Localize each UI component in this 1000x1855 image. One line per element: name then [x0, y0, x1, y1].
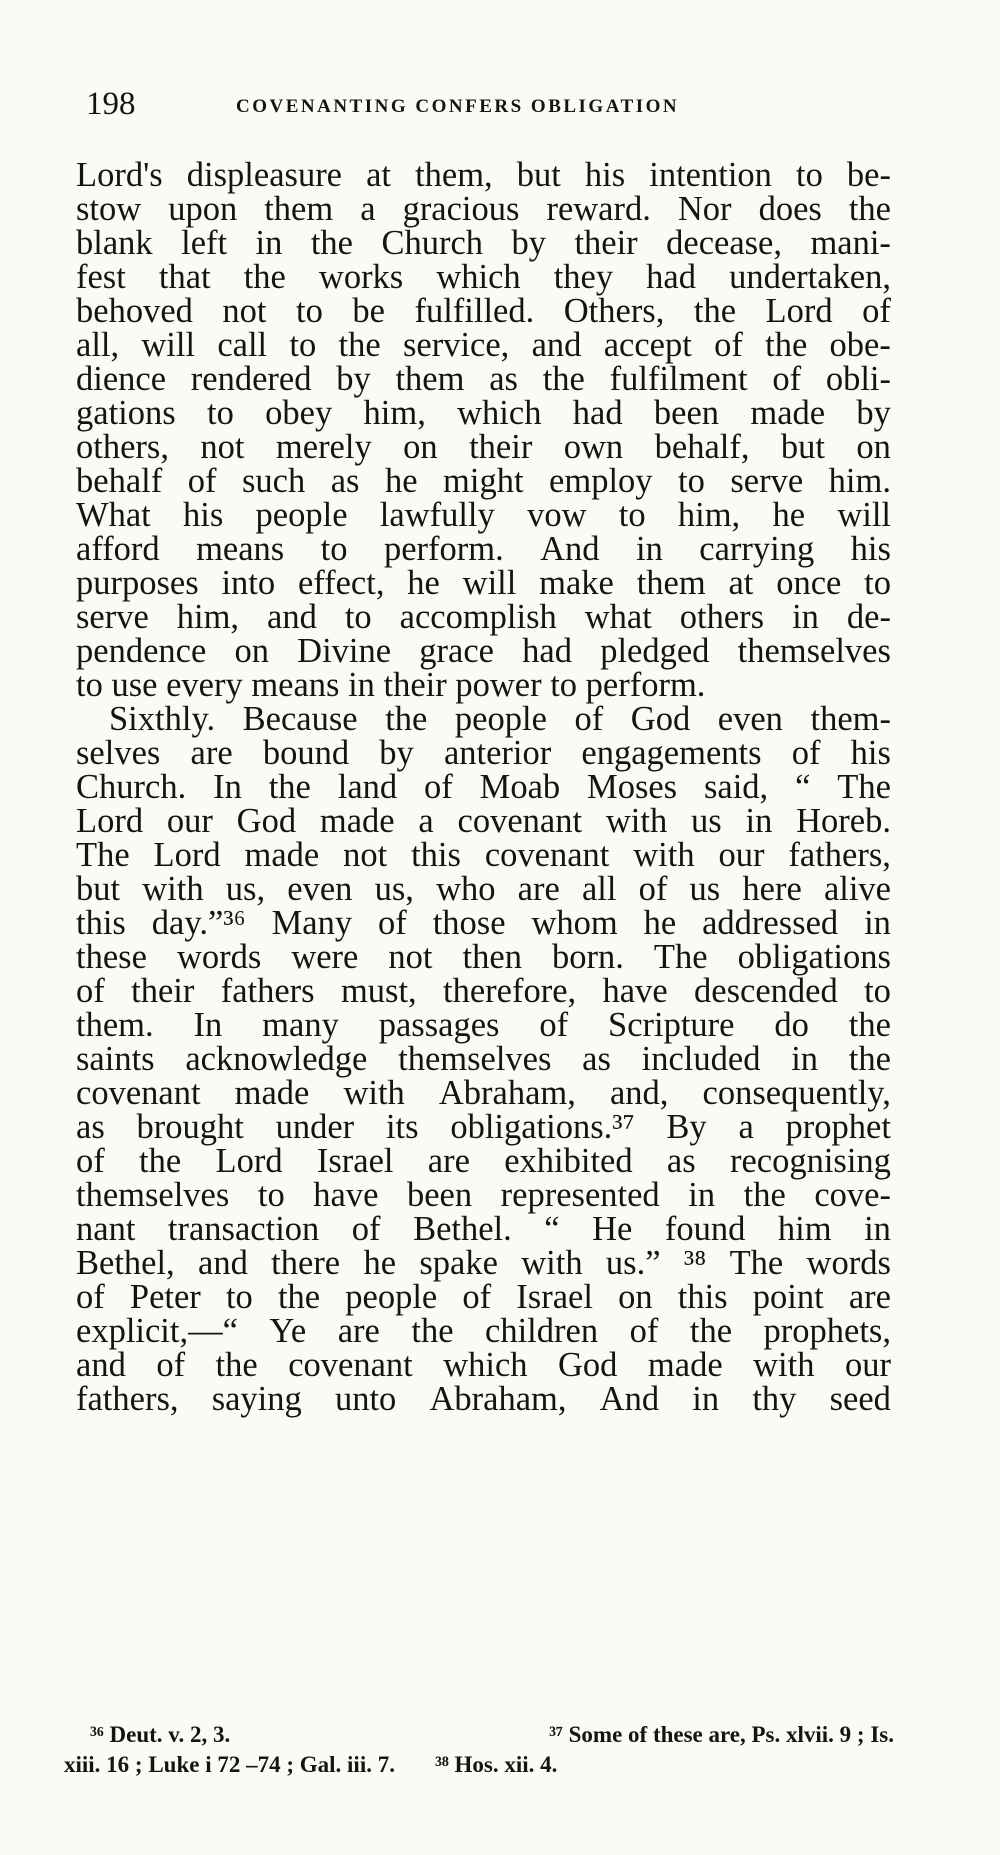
text-line: fest that the works which they had undertaken,	[76, 258, 891, 296]
text-line: afford means to perform. And in carrying his	[76, 530, 891, 568]
footnote-38: ³⁸ Hos. xii. 4.	[434, 1752, 558, 1777]
text-line: blank left in the Church by their decease, mani-	[76, 224, 891, 262]
running-head: COVENANTING CONFERS OBLIGATION	[236, 96, 680, 117]
text-line: Bethel, and there he spake with us.” ³⁸ The words	[76, 1244, 891, 1282]
text-line: but with us, even us, who are all of us here alive	[76, 870, 891, 908]
text-line: behalf of such as he might employ to serve him.	[76, 462, 891, 500]
text-line: serve him, and to accomplish what others in de-	[76, 598, 891, 636]
footnote-37: ³⁷ Some of these are, Ps. xlvii. 9 ; Is.	[549, 1722, 894, 1747]
page-number: 198	[86, 86, 136, 122]
text-line: gations to obey him, which had been made by	[76, 394, 891, 432]
text-line: as brought under its obligations.³⁷ By a prophet	[76, 1108, 891, 1146]
body-text	[76, 158, 891, 1416]
footnote-line	[64, 1720, 894, 1750]
text-line: Lord's displeasure at them, but his intention to be-	[76, 156, 891, 194]
text-line: dience rendered by them as the fulfilment of obli-	[76, 360, 891, 398]
text-line: them. In many passages of Scripture do the	[76, 1006, 891, 1044]
text-line: selves are bound by anterior engagements of his	[76, 734, 891, 772]
text-line: themselves to have been represented in the cove-	[76, 1176, 891, 1214]
text-line: The Lord made not this covenant with our fathers,	[76, 836, 891, 874]
text-line: What his people lawfully vow to him, he will	[76, 496, 891, 534]
text-line: explicit,—“ Ye are the children of the prophets,	[76, 1312, 891, 1350]
footnote-36: ³⁶ Deut. v. 2, 3.	[90, 1722, 231, 1747]
text-line: of the Lord Israel are exhibited as recognising	[76, 1142, 891, 1180]
text-line: others, not merely on their own behalf, but on	[76, 428, 891, 466]
footnote-line	[64, 1750, 894, 1780]
text-line: and of the covenant which God made with our	[76, 1346, 891, 1384]
text-line: Sixthly. Because the people of God even them-	[109, 700, 891, 738]
text-line: Lord our God made a covenant with us in Horeb.	[76, 802, 891, 840]
text-line: of Peter to the people of Israel on this point are	[76, 1278, 891, 1316]
text-line: Church. In the land of Moab Moses said, “ The	[76, 768, 891, 806]
text-line: all, will call to the service, and accept of the obe-	[76, 326, 891, 364]
text-line: these words were not then born. The obligations	[76, 938, 891, 976]
text-line: behoved not to be fulfilled. Others, the Lord of	[76, 292, 891, 330]
text-line: fathers, saying unto Abraham, And in thy seed	[76, 1380, 891, 1418]
text-line: pendence on Divine grace had pledged themselves	[76, 632, 891, 670]
text-line: of their fathers must, therefore, have descended to	[76, 972, 891, 1010]
text-line: nant transaction of Bethel. “ He found him in	[76, 1210, 891, 1248]
page-header	[86, 86, 886, 136]
text-line: covenant made with Abraham, and, consequently,	[76, 1074, 891, 1112]
footnote-37-continued: xiii. 16 ; Luke i 72 –74 ; Gal. iii. 7.	[64, 1752, 395, 1777]
footnotes	[64, 1720, 894, 1780]
text-line: to use every means in their power to perform.	[76, 666, 706, 704]
text-line: saints acknowledge themselves as included in the	[76, 1040, 891, 1078]
text-line: stow upon them a gracious reward. Nor does the	[76, 190, 891, 228]
text-line: purposes into effect, he will make them at once to	[76, 564, 891, 602]
text-line: this day.”³⁶ Many of those whom he addressed in	[76, 904, 891, 942]
